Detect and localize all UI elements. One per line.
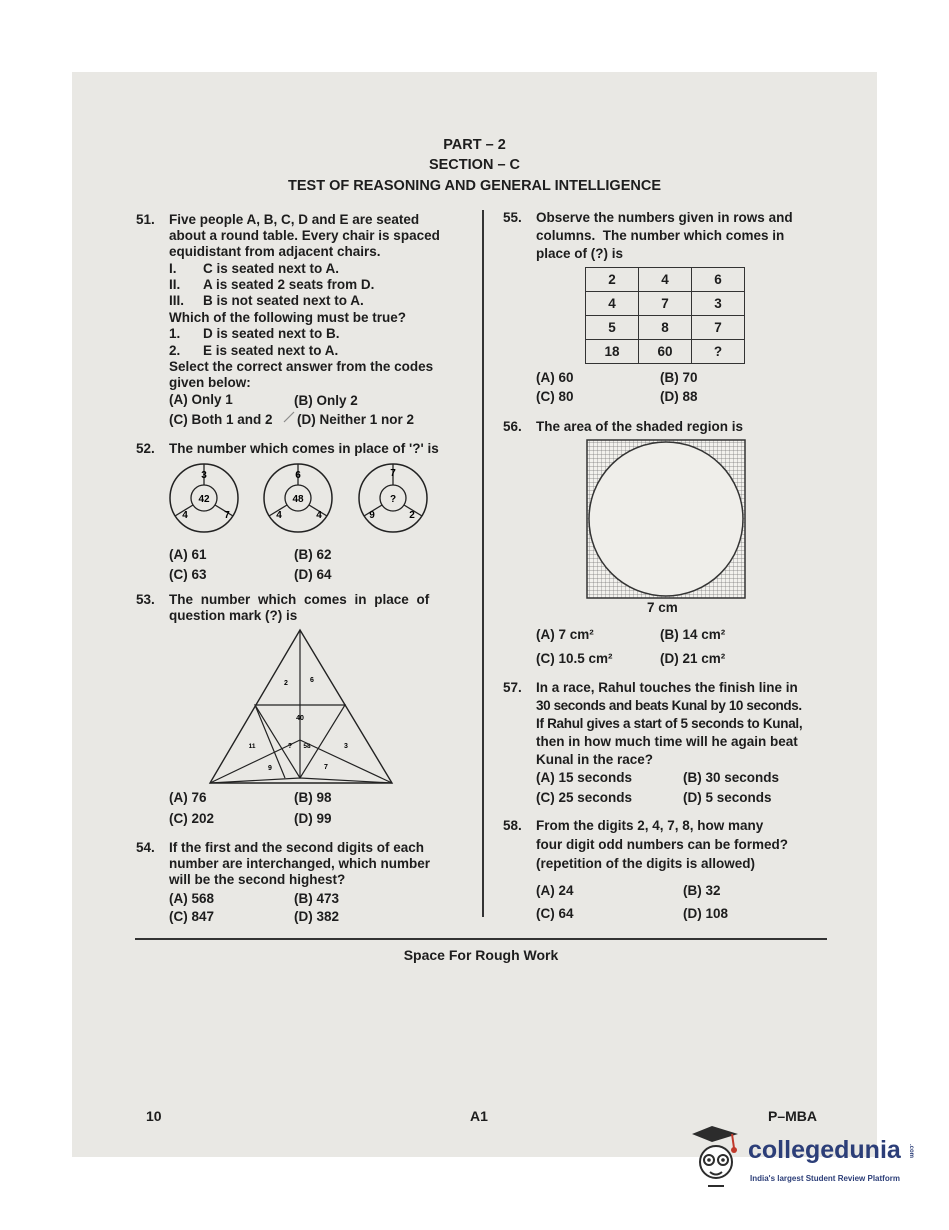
- option-c[interactable]: (C) 202: [169, 811, 215, 826]
- option-a[interactable]: (A) 60: [536, 370, 574, 385]
- triangle-puzzle-figure: [200, 628, 400, 788]
- circle-value-left: 4: [276, 510, 282, 521]
- option-c[interactable]: (C) 63: [169, 567, 207, 582]
- option-c[interactable]: (C) Both 1 and 2: [169, 412, 273, 427]
- option-a[interactable]: (A) Only 1: [169, 392, 233, 407]
- circle-value-right: 4: [316, 510, 322, 521]
- table-cell: 4: [586, 292, 639, 316]
- choice-text: D is seated next to B.: [203, 326, 340, 341]
- circle-value-right: 2: [409, 510, 415, 521]
- statement-text: A is seated 2 seats from D.: [203, 277, 375, 292]
- question-text: The number which comes in place of '?' is: [169, 441, 439, 456]
- question-text: The area of the shaded region is: [536, 419, 744, 434]
- logo-tagline: India's largest Student Review Platform: [750, 1174, 900, 1183]
- choice-num: 2.: [169, 343, 181, 358]
- question-number: 55.: [503, 210, 522, 225]
- question-line: number are interchanged, which number: [169, 856, 431, 871]
- question-line: will be the second highest?: [169, 872, 346, 887]
- triangle-value: 7: [324, 764, 328, 771]
- question-number: 58.: [503, 818, 522, 833]
- question-line: columns. The number which comes in: [536, 228, 785, 243]
- question-line: From the digits 2, 4, 7, 8, how many: [536, 818, 764, 833]
- puzzle-circle-2: [264, 464, 332, 532]
- test-title: TEST OF REASONING AND GENERAL INTELLIGENCE: [288, 178, 661, 194]
- circle-value-top: 6: [295, 470, 301, 481]
- choice-text: E is seated next to A.: [203, 343, 339, 358]
- option-b[interactable]: (B) 473: [294, 891, 340, 906]
- question-line: four digit odd numbers can be formed?: [536, 837, 789, 852]
- circle-value-top: 3: [201, 470, 207, 481]
- table-cell: 8: [639, 316, 692, 340]
- option-a[interactable]: (A) 61: [169, 547, 207, 562]
- option-b[interactable]: (B) 62: [294, 547, 332, 562]
- triangle-value: 2: [284, 680, 288, 687]
- table-row: [586, 340, 745, 364]
- statement-num: I.: [169, 261, 177, 276]
- option-c[interactable]: (C) 10.5 cm²: [536, 651, 613, 666]
- table-row: [586, 316, 745, 340]
- rough-work-label: Space For Rough Work: [403, 947, 559, 963]
- table-cell: 18: [586, 340, 639, 364]
- question-line: 30 seconds and beats Kunal by 10 seconds.: [536, 698, 802, 713]
- question-line: If Rahul gives a start of 5 seconds to Kunal,: [536, 716, 803, 731]
- option-d[interactable]: (D) 88: [660, 389, 698, 404]
- table-cell: 7: [692, 316, 745, 340]
- option-a[interactable]: (A) 24: [536, 883, 574, 898]
- table-cell: ?: [692, 340, 745, 364]
- table-row: [586, 268, 745, 292]
- mascot-icon: [690, 1122, 750, 1194]
- triangle-value: 3: [344, 743, 348, 750]
- option-b[interactable]: (B) 32: [683, 883, 721, 898]
- option-d[interactable]: (D) 64: [294, 567, 332, 582]
- table-cell: 60: [639, 340, 692, 364]
- question-number: 51.: [136, 212, 155, 227]
- table-cell: 2: [586, 268, 639, 292]
- instruction-line: Select the correct answer from the codes: [169, 359, 434, 374]
- circle-value-left: 4: [182, 510, 188, 521]
- question-line: If the first and the second digits of each: [169, 840, 425, 855]
- circle-puzzle-figure: [160, 460, 440, 540]
- option-b[interactable]: (B) 98: [294, 790, 332, 805]
- question-line: (repetition of the digits is allowed): [536, 856, 756, 871]
- triangle-value: 40: [296, 715, 304, 722]
- statement-text: B is not seated next to A.: [203, 293, 364, 308]
- pencil-tick-mark: [282, 410, 296, 424]
- puzzle-circle-1: [170, 464, 238, 532]
- instruction-line: given below:: [169, 375, 251, 390]
- logo-wordmark: collegedunia: [748, 1136, 901, 1164]
- table-cell: 7: [639, 292, 692, 316]
- option-d[interactable]: (D) 5 seconds: [683, 790, 772, 805]
- circle-value-center: ?: [389, 494, 397, 505]
- question-line: Observe the numbers given in rows and: [536, 210, 793, 225]
- paper-code: P–MBA: [768, 1108, 818, 1124]
- logo-dotcom: .com: [908, 1144, 914, 1159]
- option-d[interactable]: (D) Neither 1 nor 2: [297, 412, 415, 427]
- section-heading: SECTION – C: [428, 157, 521, 173]
- table-cell: 4: [639, 268, 692, 292]
- question-line: then in how much time will he again beat: [536, 734, 798, 749]
- option-a[interactable]: (A) 15 seconds: [536, 770, 633, 785]
- statement-num: II.: [169, 277, 181, 292]
- option-d[interactable]: (D) 108: [683, 906, 729, 921]
- shaded-square-figure: [585, 438, 747, 600]
- circle-value-center: 48: [292, 494, 304, 505]
- question-line: In a race, Rahul touches the finish line in: [536, 680, 798, 695]
- question-number: 52.: [136, 441, 155, 456]
- triangle-value: 6: [310, 677, 314, 684]
- triangle-value: 58: [303, 743, 311, 750]
- question-line: The number which comes in place of: [169, 592, 430, 607]
- option-a[interactable]: (A) 7 cm²: [536, 627, 594, 642]
- part-heading: PART – 2: [443, 137, 506, 153]
- number-table: [585, 267, 745, 364]
- option-c[interactable]: (C) 847: [169, 909, 215, 924]
- circle-value-center: 42: [198, 494, 210, 505]
- statement-text: C is seated next to A.: [203, 261, 340, 276]
- option-b[interactable]: (B) 14 cm²: [660, 627, 726, 642]
- rough-work-divider: [135, 938, 827, 940]
- question-number: 53.: [136, 592, 155, 607]
- question-line: equidistant from adjacent chairs.: [169, 244, 381, 259]
- question-line: Five people A, B, C, D and E are seated: [169, 212, 420, 227]
- option-b[interactable]: (B) Only 2: [294, 393, 358, 408]
- triangle-value: 11: [248, 743, 256, 750]
- question-number: 57.: [503, 680, 522, 695]
- question-number: 54.: [136, 840, 155, 855]
- question-number: 56.: [503, 419, 522, 434]
- option-d[interactable]: (D) 21 cm²: [660, 651, 726, 666]
- option-c[interactable]: (C) 80: [536, 389, 574, 404]
- circle-value-top: 7: [390, 468, 396, 479]
- option-c[interactable]: (C) 25 seconds: [536, 790, 633, 805]
- question-prompt: Which of the following must be true?: [169, 310, 406, 325]
- column-divider: [482, 210, 484, 917]
- option-c[interactable]: (C) 64: [536, 906, 574, 921]
- triangle-value: ?: [287, 743, 293, 750]
- choice-num: 1.: [169, 326, 181, 341]
- question-line: question mark (?) is: [169, 608, 298, 623]
- circle-value-left: 9: [369, 510, 375, 521]
- table-cell: 5: [586, 316, 639, 340]
- table-cell: 6: [692, 268, 745, 292]
- table-cell: 3: [692, 292, 745, 316]
- puzzle-circle-3: [359, 464, 427, 532]
- dimension-label: 7 cm: [647, 600, 678, 615]
- option-a[interactable]: (A) 568: [169, 891, 215, 906]
- table-row: [586, 292, 745, 316]
- option-b[interactable]: (B) 30 seconds: [683, 770, 780, 785]
- page-number: 10: [146, 1108, 162, 1124]
- triangle-value: 9: [268, 765, 272, 772]
- option-b[interactable]: (B) 70: [660, 370, 698, 385]
- option-d[interactable]: (D) 99: [294, 811, 332, 826]
- question-line: place of (?) is: [536, 246, 624, 261]
- inscribed-circle: [589, 442, 743, 596]
- option-d[interactable]: (D) 382: [294, 909, 340, 924]
- option-a[interactable]: (A) 76: [169, 790, 207, 805]
- question-line: Kunal in the race?: [536, 752, 654, 767]
- booklet-code: A1: [470, 1108, 488, 1124]
- question-line: about a round table. Every chair is spaced: [169, 228, 440, 243]
- circle-value-right: 7: [224, 510, 230, 521]
- collegedunia-logo[interactable]: [690, 1122, 920, 1197]
- statement-num: III.: [169, 293, 185, 308]
